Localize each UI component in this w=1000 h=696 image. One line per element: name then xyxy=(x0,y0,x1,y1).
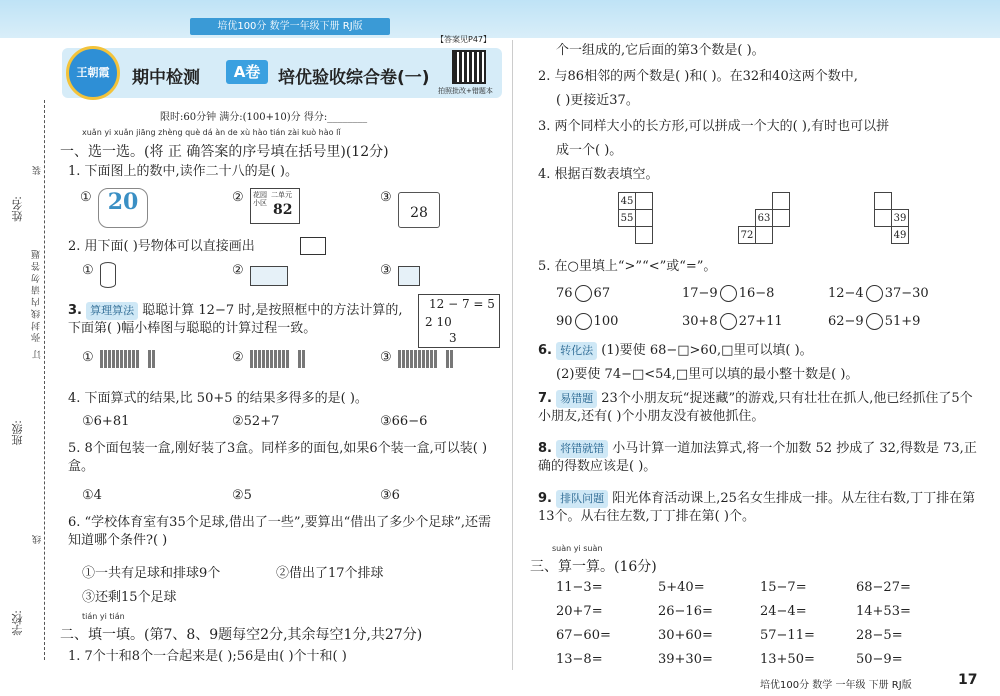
section1-pinyin: xuǎn yi xuǎn jiāng zhèng què dá àn de xù hào tián zài kuò hào lǐ xyxy=(82,128,341,137)
q3-option-1: ① xyxy=(82,350,94,365)
hundred-chart-1 xyxy=(618,192,653,244)
calc-r3-c1: 67−60= xyxy=(556,628,611,643)
calc-r4-c1: 13−8= xyxy=(556,652,603,667)
hundred-chart-3 xyxy=(874,192,909,244)
q2-option-3: ③ xyxy=(380,263,392,278)
paper-a-badge: A卷 xyxy=(226,60,268,84)
hundred-chart-2 xyxy=(738,192,790,244)
cylinder-shape xyxy=(100,262,116,288)
fill-question-9: 9. 排队问题 阳光体育活动课上,25名女生排成一排。从左往右数,丁丁排在第13个。从右往左数,丁丁排在第( )个。 xyxy=(538,491,976,524)
column-divider xyxy=(512,40,513,670)
q5-option-3: ③6 xyxy=(380,488,400,503)
calc-r3-c2: 30+60= xyxy=(658,628,713,643)
sign-left-text: 花园小区 xyxy=(253,191,267,207)
answer-key-note: 【答案见P47】 xyxy=(436,35,492,44)
qr-code-icon[interactable] xyxy=(452,50,486,84)
compare-circle[interactable] xyxy=(720,285,737,302)
q2-option-1: ① xyxy=(82,263,94,278)
q4-option-3: ③66−6 xyxy=(380,414,428,429)
q6-option-3: ③还剩15个足球 xyxy=(82,590,177,605)
question-3: 3. 算理算法 聪聪计算 12−7 时,是按照框中的方法计算的,下面第( )幅小棒图与聪聪的计算过程一致。 xyxy=(68,303,403,336)
fill-question-6: 6. 转化法 (1)要使 68−□>60,□里可以填( )。 xyxy=(538,343,813,358)
question-4: 4. 下面算式的结果,比 50+5 的结果多得多的是( )。 xyxy=(68,391,368,406)
grid3-cell-b: 49 xyxy=(892,227,909,244)
section3-heading: 三、算一算。(16分) xyxy=(530,559,657,575)
calc-r4-c4: 50−9= xyxy=(856,652,903,667)
q4-option-2: ②52+7 xyxy=(232,414,280,429)
q3-option-3: ③ xyxy=(380,350,392,365)
q5-option-1: ①4 xyxy=(82,488,102,503)
fill-question-5: 5. 在○里填上“>”“<”或“=”。 xyxy=(538,259,717,274)
compare-3: 12−4 37−30 xyxy=(828,286,929,301)
calc-method-box xyxy=(418,294,500,348)
compare-circle[interactable] xyxy=(575,313,592,330)
q7-text: 23个小朋友玩“捉迷藏”的游戏,只有壮壮在抓人,他已经抓住了5个小朋友,还有( )个小朋友没有被他抓住。 xyxy=(538,391,973,424)
section3-pinyin: suàn yi suàn xyxy=(552,544,603,553)
top-band xyxy=(0,0,1000,38)
exam-subtitle: 培优验收综合卷(一) xyxy=(278,68,430,88)
q2-option-2: ② xyxy=(232,263,244,278)
section1-heading: 一、选一选。(将 正 确答案的序号填在括号里)(12分) xyxy=(60,144,389,160)
question-6: 6. “学校体育室有35个足球,借出了一些”,要算出“借出了多少个足球”,还需知道哪个条件?( ) xyxy=(68,515,492,548)
seal-note: 弥 封 线 内 请 勿 答 题 xyxy=(32,250,42,343)
q1-option-3: ③ xyxy=(380,190,392,205)
q6-option-1: ①一共有足球和排球9个 xyxy=(82,566,221,581)
compare-1: 76 67 xyxy=(556,286,611,301)
section2-heading: 二、填一填。(第7、8、9题每空2分,其余每空1分,共27分) xyxy=(60,627,423,643)
fill-question-2: 2. 与86相邻的两个数是( )和( )。在32和40这两个数中, xyxy=(538,69,858,84)
fill-question-8: 8. 将错就错 小马计算一道加法算式,将一个加数 52 抄成了 32,得数是 73,正确的得数应该是( )。 xyxy=(538,441,977,474)
q6-part1: (1)要使 68−□>60,□里可以填( )。 xyxy=(601,343,813,358)
name-label: 姓名: xyxy=(11,196,24,222)
method-line-3: 3 xyxy=(449,331,457,345)
seal-mark-1: 装 xyxy=(33,166,43,175)
question-2: 2. 用下面( )号物体可以直接画出 xyxy=(68,239,255,254)
compare-circle[interactable] xyxy=(720,313,737,330)
q7-tag: 易错题 xyxy=(556,390,597,408)
fill-question-3: 3. 两个同样大小的长方形,可以拼成一个大的( ),有时也可以拼 xyxy=(538,119,890,134)
q5-option-2: ②5 xyxy=(232,488,252,503)
compare-5: 30+8 27+11 xyxy=(682,314,783,329)
series-label: 培优100分 数学一年级下册 RJ版 xyxy=(190,18,390,35)
calendar-image: 28 xyxy=(398,192,440,228)
calc-r2-c4: 14+53= xyxy=(856,604,911,619)
q9-tag: 排队问题 xyxy=(556,490,608,508)
compare-2: 17−9 16−8 xyxy=(682,286,775,301)
section2-pinyin: tián yi tián xyxy=(82,612,125,621)
sign-top-text: 二单元 xyxy=(271,191,292,199)
cube-shape xyxy=(398,266,420,286)
q3-text: 聪聪计算 12−7 时,是按照框中的方法计算的,下面第( )幅小棒图与聪聪的计算过程一致。 xyxy=(68,303,403,336)
fill-question-4: 4. 根据百数表填空。 xyxy=(538,167,659,182)
q6-option-2: ②借出了17个排球 xyxy=(276,566,384,581)
cake-image: 20 xyxy=(98,188,148,228)
q4-option-1: ①6+81 xyxy=(82,414,130,429)
cuboid-shape xyxy=(250,266,288,286)
sign-number: 82 xyxy=(273,202,293,218)
footer-text: 培优100分 数学 一年级 下册 RJ版 xyxy=(760,680,912,691)
sticks-figure-2 xyxy=(250,350,306,368)
q9-text: 阳光体育活动课上,25名女生排成一排。从左往右数,丁丁排在第13个。从右往左数,丁丁排在第( )个。 xyxy=(538,491,976,524)
q8-text: 小马计算一道加法算式,将一个加数 52 抄成了 32,得数是 73,正确的得数应该是( )。 xyxy=(538,441,977,474)
grid1-cell-a: 45 xyxy=(619,193,636,210)
method-line-1: 12 − 7 = 5 xyxy=(429,297,495,311)
compare-6: 62−9 51+9 xyxy=(828,314,921,329)
q1-option-1: ① xyxy=(80,190,92,205)
binding-line xyxy=(44,100,45,660)
calc-r2-c1: 20+7= xyxy=(556,604,603,619)
grid2-cell-a: 63 xyxy=(756,210,773,227)
fill-question-7: 7. 易错题 23个小朋友玩“捉迷藏”的游戏,只有壮壮在抓人,他已经抓住了5个小朋友,还有( )个小朋友没有被他抓住。 xyxy=(538,391,973,424)
fill-q3-continued: 成一个( )。 xyxy=(556,143,623,158)
calc-r1-c2: 5+40= xyxy=(658,580,705,595)
calc-r2-c3: 24−4= xyxy=(760,604,807,619)
grid3-cell-a: 39 xyxy=(892,210,909,227)
class-label: 班级: xyxy=(11,420,24,446)
school-label: 学校: xyxy=(11,610,24,636)
fill-question-1: 1. 7个十和8个一合起来是( );56是由( )个十和( ) xyxy=(68,649,347,664)
sticks-figure-1 xyxy=(100,350,156,368)
calc-r1-c4: 68−27= xyxy=(856,580,911,595)
compare-circle[interactable] xyxy=(866,285,883,302)
exam-meta: 限时:60分钟 满分:(100+10)分 得分:________ xyxy=(160,112,368,123)
calc-r3-c4: 28−5= xyxy=(856,628,903,643)
grid2-cell-b: 72 xyxy=(739,227,756,244)
q6-tag: 转化法 xyxy=(556,342,597,360)
q3-tag: 算理算法 xyxy=(86,302,138,320)
calc-r4-c2: 39+30= xyxy=(658,652,713,667)
sticks-figure-3 xyxy=(398,350,454,368)
calc-r1-c3: 15−7= xyxy=(760,580,807,595)
brand-logo: 王朝霞 xyxy=(66,46,120,100)
q6-part2: (2)要使 74−□<54,□里可以填的最小整十数是( )。 xyxy=(556,367,859,382)
fill-q1-continued: 个一组成的,它后面的第3个数是( )。 xyxy=(556,43,765,58)
q1-option-2: ② xyxy=(232,190,244,205)
calc-r2-c2: 26−16= xyxy=(658,604,713,619)
qr-label: 拍照批改+错题本 xyxy=(438,87,493,95)
compare-4: 90 100 xyxy=(556,314,619,329)
q3-option-2: ② xyxy=(232,350,244,365)
calc-r4-c3: 13+50= xyxy=(760,652,815,667)
q8-tag: 将错就错 xyxy=(556,440,608,458)
calc-r1-c1: 11−3= xyxy=(556,580,603,595)
exam-title: 期中检测 xyxy=(132,68,200,88)
compare-circle[interactable] xyxy=(575,285,592,302)
page-number: 17 xyxy=(958,672,978,688)
building-sign xyxy=(250,188,300,224)
seal-mark-2: 订 xyxy=(33,350,43,359)
seal-mark-3: 线 xyxy=(33,535,43,544)
rectangle-figure xyxy=(300,237,326,255)
grid1-cell-b: 55 xyxy=(619,210,636,227)
fill-q2-continued: ( )更接近37。 xyxy=(556,93,639,108)
question-5: 5. 8个面包装一盒,刚好装了3盒。同样多的面包,如果6个装一盒,可以装( )盒。 xyxy=(68,441,488,474)
method-line-2: 2 10 xyxy=(425,315,452,329)
compare-circle[interactable] xyxy=(866,313,883,330)
question-1: 1. 下面图上的数中,读作二十八的是( )。 xyxy=(68,164,298,179)
calc-r3-c3: 57−11= xyxy=(760,628,815,643)
